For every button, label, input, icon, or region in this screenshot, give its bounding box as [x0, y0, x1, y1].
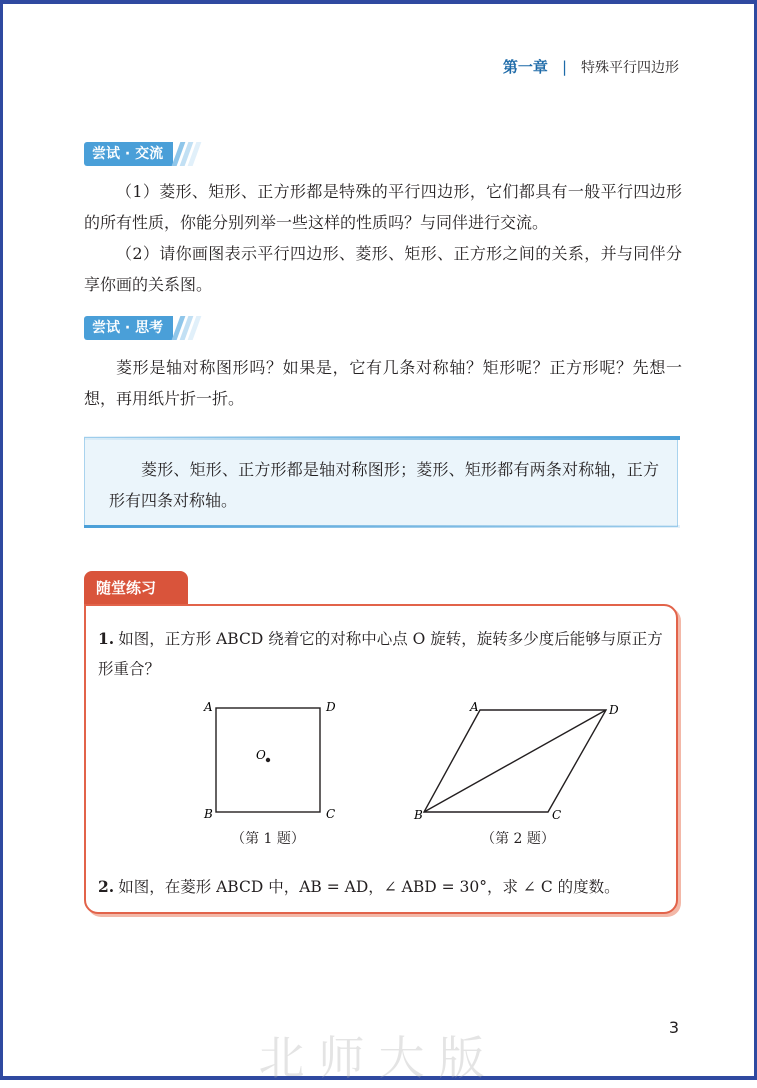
- vertex-label-c: C: [552, 808, 562, 822]
- figure-1-caption: （第 1 题）: [231, 831, 305, 847]
- chapter-subtitle: 特殊平行四边形: [581, 59, 679, 76]
- page-number: 3: [668, 1018, 679, 1037]
- question-1: [98, 624, 668, 684]
- center-label-o: O: [256, 748, 266, 762]
- figure-rhombus: [410, 698, 630, 824]
- question-text: 如图，在菱形 ABCD 中，AB = AD，∠ ABD = 30°，求 ∠ C 的度数。: [118, 878, 620, 896]
- vertex-label-a: A: [470, 700, 479, 714]
- question-number: 1.: [98, 629, 115, 648]
- paragraph-discuss-1: （1）菱形、矩形、正方形都是特殊的平行四边形，它们都具有一般平行四边形的所有性质，你能分别列举一些这样的性质吗？与同伴进行交流。: [84, 182, 682, 232]
- paragraph-think: 菱形是轴对称图形吗？如果是，它有几条对称轴？矩形呢？正方形呢？先想一想，再用纸片折一折。: [84, 358, 682, 408]
- callout-top-bar: [84, 436, 680, 440]
- vertex-label-d: D: [326, 700, 336, 714]
- header-separator: |: [561, 57, 567, 76]
- paragraph-discuss-2: （2）请你画图表示平行四边形、菱形、矩形、正方形之间的关系，并与同伴分享你画的关系图。: [84, 244, 682, 294]
- vertex-label-b: B: [414, 808, 423, 822]
- running-header: [503, 56, 679, 77]
- vertex-label-b: B: [204, 807, 213, 821]
- exercise-title: 随堂练习: [84, 571, 188, 605]
- chapter-label: 第一章: [502, 58, 548, 76]
- figure-2-caption: （第 2 题）: [481, 831, 555, 847]
- figure-square: [196, 698, 346, 824]
- page-frame-top: [0, 0, 757, 4]
- conclusion-callout: [84, 437, 678, 527]
- section-tag-label: 尝试 · 交流: [84, 142, 173, 166]
- question-2: [98, 872, 668, 902]
- section-tag-try-think: [84, 316, 197, 340]
- section-tag-try-discuss: [84, 142, 197, 166]
- vertex-label-d: D: [609, 703, 619, 717]
- callout-text: 菱形、矩形、正方形都是轴对称图形；菱形、矩形都有两条对称轴，正方形有四条对称轴。: [109, 460, 659, 510]
- vertex-label-c: C: [326, 807, 336, 821]
- question-number: 2.: [98, 877, 115, 896]
- section-tag-label: 尝试 · 思考: [84, 316, 173, 340]
- question-text: 如图，正方形 ABCD 绕着它的对称中心点 O 旋转，旋转多少度后能够与原正方形重合？: [98, 630, 663, 678]
- publisher-watermark: 北师大版: [258, 1031, 499, 1085]
- callout-bottom-bar: [84, 525, 680, 528]
- vertex-label-a: A: [204, 700, 213, 714]
- center-point: [266, 758, 270, 762]
- page-frame-left: [0, 0, 3, 1080]
